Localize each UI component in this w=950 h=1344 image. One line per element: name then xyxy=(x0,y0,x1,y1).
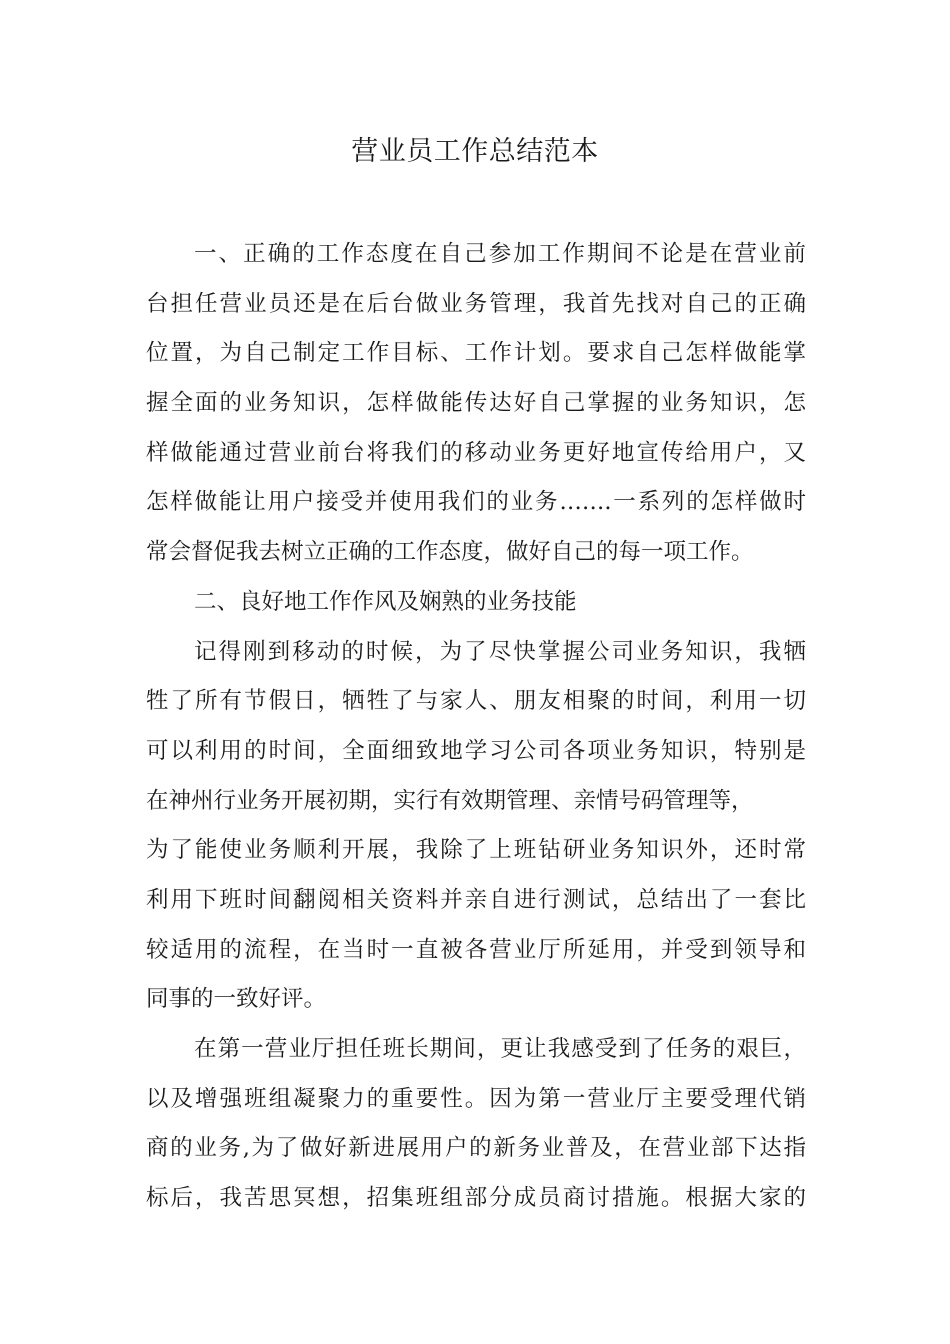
text-line: 怎样做能让用户接受并使用我们的业务…….一系列的怎样做时 xyxy=(146,489,806,516)
text-line: 在第一营业厅担任班长期间，更让我感受到了任务的艰巨， xyxy=(194,1036,806,1062)
text-line: 握全面的业务知识，怎样做能传达好自己掌握的业务知识，怎 xyxy=(146,390,806,417)
text-line: 利用下班时间翻阅相关资料并亲自进行测试，总结出了一套比 xyxy=(146,886,806,913)
text-line: 以及增强班组凝聚力的重要性。因为第一营业厅主要受理代销 xyxy=(146,1085,806,1112)
text-line: 记得刚到移动的时候，为了尽快掌握公司业务知识，我牺 xyxy=(194,638,806,665)
text-line: 标后，我苦思冥想，招集班组部分成员商讨措施。根据大家的 xyxy=(146,1185,806,1212)
text-line: 牲了所有节假日，牺牲了与家人、朋友相聚的时间，利用一切 xyxy=(146,688,806,715)
text-line: 可以利用的时间，全面细致地学习公司各项业务知识，特别是 xyxy=(146,737,806,764)
text-line: 二、良好地工作作风及娴熟的业务技能 xyxy=(194,588,577,615)
text-line: 在神州行业务开展初期，实行有效期管理、亲情号码管理等， xyxy=(146,787,754,814)
text-line: 商的业务,为了做好新进展用户的新务业普及，在营业部下达指 xyxy=(146,1135,806,1162)
text-line: 位置，为自己制定工作目标、工作计划。要求自己怎样做能掌 xyxy=(146,340,806,367)
document-body xyxy=(146,230,806,1224)
text-line: 为了能使业务顺利开展，我除了上班钻研业务知识外，还时常 xyxy=(146,837,806,864)
text-line: 较适用的流程，在当时一直被各营业厅所延用，并受到领导和 xyxy=(146,936,806,963)
text-line: 同事的一致好评。 xyxy=(146,986,327,1013)
text-line: 样做能通过营业前台将我们的移动业务更好地宣传给用户，又 xyxy=(146,439,806,466)
document-title: 营业员工作总结范本 xyxy=(351,136,599,167)
text-line: 一、正确的工作态度在自己参加工作期间不论是在营业前 xyxy=(194,241,806,267)
text-line: 台担任营业员还是在后台做业务管理，我首先找对自己的正确 xyxy=(146,290,806,317)
text-line: 常会督促我去树立正确的工作态度，做好自己的每一项工作。 xyxy=(146,539,754,566)
